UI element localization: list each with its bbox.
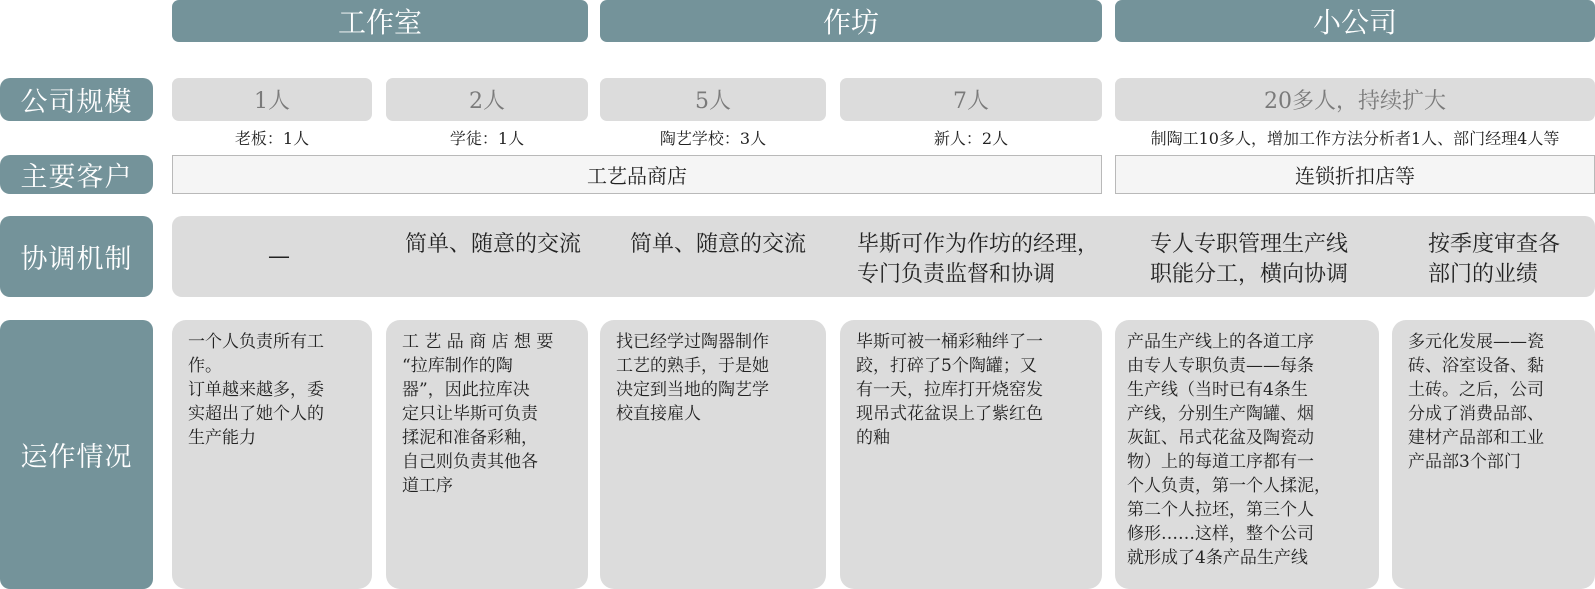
operations-line: 道工序 (402, 476, 453, 496)
operations-card-studio-1 (172, 320, 372, 589)
scale-value: 5人 (600, 78, 826, 121)
stage-header-small-company: 小公司 (1115, 0, 1595, 42)
operations-card-company-1 (1115, 320, 1379, 589)
coordination-text (630, 230, 806, 260)
coordination-text (405, 230, 581, 260)
scale-value: 1人 (172, 78, 372, 121)
coordination-line: 毕斯可作为作坊的经理， (857, 232, 1100, 257)
operations-line: 作。 (188, 356, 222, 376)
operations-line: 建材产品部和工业 (1408, 428, 1544, 448)
operations-line: 生产线（当时已有4条生 (1127, 380, 1308, 400)
scale-detail: 制陶工10多人，增加工作方法分析者1人、部门经理4人等 (1150, 128, 1560, 148)
operations-line: 决定到当地的陶艺学 (616, 380, 769, 400)
operations-line: 灰缸、吊式花盆及陶瓷动 (1127, 428, 1314, 448)
operations-line: 器”，因此拉库决 (402, 380, 530, 400)
operations-card-workshop-1 (600, 320, 826, 589)
customer-craft-stores: 工艺品商店 (172, 155, 1102, 194)
operations-line: 揉泥和准备彩釉， (402, 428, 538, 448)
row-label-customers: 主要客户 (0, 155, 153, 194)
operations-line: 修形……这样，整个公司 (1127, 524, 1314, 544)
coordination-text (172, 242, 386, 272)
customer-discount-chains: 连锁折扣店等 (1115, 155, 1595, 194)
scale-value: 7人 (840, 78, 1102, 121)
operations-card-studio-2 (386, 320, 588, 589)
operations-line: 个人负责，第一个人揉泥， (1127, 476, 1331, 496)
coordination-text (1150, 230, 1348, 290)
coordination-line: 按季度审查各 (1428, 232, 1561, 257)
coordination-line: 专人专职管理生产线 (1150, 232, 1349, 257)
coordination-line: 职能分工，横向协调 (1150, 262, 1349, 287)
operations-line: 生产能力 (188, 428, 256, 448)
operations-line: 自己则负责其他各 (402, 452, 538, 472)
operations-line: “拉库制作的陶 (402, 356, 513, 376)
operations-line: 有一天，拉库打开烧窑发 (856, 380, 1043, 400)
operations-card-company-2 (1392, 320, 1595, 589)
operations-line: 土砖。之后，公司 (1408, 380, 1544, 400)
operations-line: 就形成了4条产品生产线 (1127, 548, 1308, 568)
coordination-text (857, 230, 1099, 290)
coordination-text (1428, 230, 1560, 290)
coordination-line: 简单、随意的交流 (405, 232, 582, 257)
coordination-line: 部门的业绩 (1428, 262, 1539, 287)
scale-detail: 老板：1人 (234, 128, 310, 148)
operations-line: 的釉 (856, 428, 890, 448)
operations-line: 产品部3个部门 (1408, 452, 1521, 472)
operations-line: 实超出了她个人的 (188, 404, 324, 424)
operations-line: 现吊式花盆误上了紫红色 (856, 404, 1043, 424)
row-label-coordination: 协调机制 (0, 216, 153, 297)
operations-line: 由专人专职负责——每条 (1127, 356, 1314, 376)
operations-line: 毕斯可被一桶彩釉绊了一 (856, 332, 1043, 352)
operations-line: 定只让毕斯可负责 (402, 404, 538, 424)
operations-line: 产品生产线上的各道工序 (1127, 332, 1314, 352)
operations-line: 工艺的熟手，于是她 (616, 356, 769, 376)
scale-detail: 陶艺学校：3人 (659, 128, 767, 148)
operations-line: 分成了消费品部、 (1408, 404, 1544, 424)
scale-value: 20多人，持续扩大 (1115, 78, 1595, 121)
operations-line: 多元化发展——瓷 (1408, 332, 1544, 352)
row-label-scale: 公司规模 (0, 78, 153, 121)
operations-line: 一个人负责所有工 (188, 332, 324, 352)
operations-line: 跤，打碎了5个陶罐；又 (856, 356, 1037, 376)
operations-line: 找已经学过陶器制作 (616, 332, 769, 352)
operations-line: 第二个人拉坯，第三个人 (1127, 500, 1314, 520)
operations-line: 校直接雇人 (616, 404, 701, 424)
operations-line: 物）上的每道工序都有一 (1127, 452, 1314, 472)
row-label-operations: 运作情况 (0, 320, 153, 589)
stage-header-studio: 工作室 (172, 0, 588, 42)
operations-card-workshop-2 (840, 320, 1102, 589)
coordination-line: 简单、随意的交流 (630, 232, 807, 257)
stage-header-workshop: 作坊 (600, 0, 1102, 42)
operations-line: 订单越来越多，委 (188, 380, 324, 400)
scale-detail: 新人：2人 (933, 128, 1009, 148)
coordination-line: — (268, 244, 290, 269)
operations-line: 砖、浴室设备、黏 (1408, 356, 1544, 376)
operations-line: 产线，分别生产陶罐、烟 (1127, 404, 1314, 424)
scale-value: 2人 (386, 78, 588, 121)
scale-detail: 学徒：1人 (449, 128, 525, 148)
operations-line: 工 艺 品 商 店 想 要 (402, 332, 554, 352)
coordination-line: 专门负责监督和协调 (857, 262, 1056, 287)
